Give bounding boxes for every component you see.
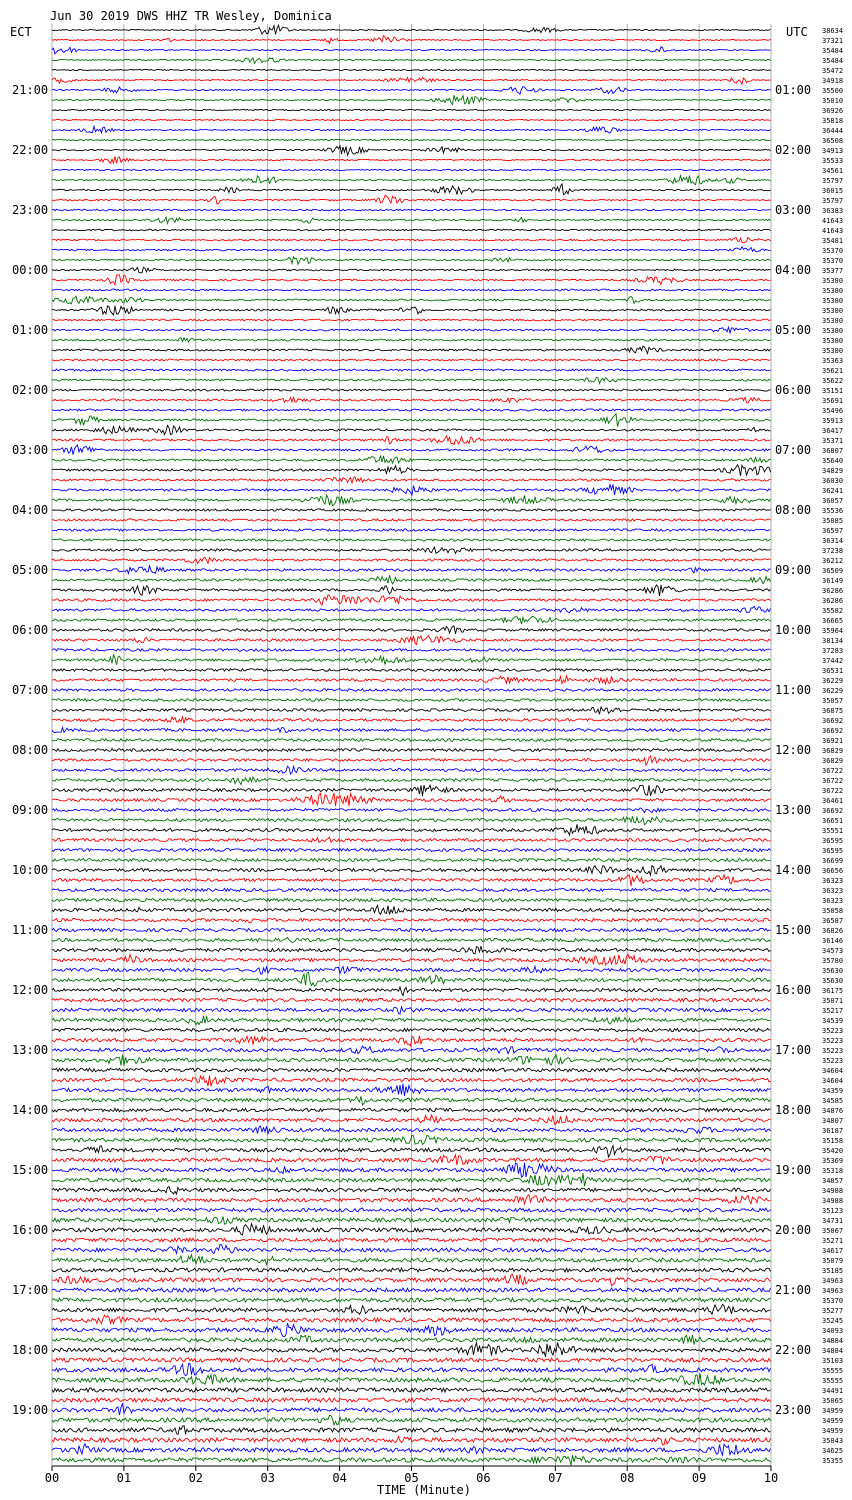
row-value-label: 38634 <box>822 27 844 35</box>
row-value-label: 35630 <box>822 977 844 985</box>
right-hour-label: 09:00 <box>775 563 812 577</box>
right-hour-label: 12:00 <box>775 743 812 757</box>
row-value-label: 36651 <box>822 817 844 825</box>
row-value-label: 36229 <box>822 687 844 695</box>
row-value-label: 34539 <box>822 1017 844 1025</box>
row-value-label: 35797 <box>822 197 844 205</box>
row-value-label: 35551 <box>822 827 844 835</box>
row-value-label: 36241 <box>822 487 844 495</box>
row-value-label: 35380 <box>822 337 844 345</box>
row-value-label: 35318 <box>822 1167 844 1175</box>
row-value-label: 35913 <box>822 417 844 425</box>
row-value-label: 35622 <box>822 377 844 385</box>
row-value-label: 34959 <box>822 1407 844 1415</box>
left-hour-label: 03:00 <box>12 443 49 457</box>
row-value-label: 34876 <box>822 1107 844 1115</box>
left-hour-label: 04:00 <box>12 503 49 517</box>
left-hour-label: 14:00 <box>12 1103 49 1117</box>
left-hour-label: 15:00 <box>12 1163 49 1177</box>
row-value-label: 35217 <box>822 1007 844 1015</box>
row-value-label: 36829 <box>822 757 844 765</box>
row-value-label: 37321 <box>822 37 844 45</box>
row-value-label: 35380 <box>822 307 844 315</box>
right-hour-label: 21:00 <box>775 1283 812 1297</box>
row-value-label: 35085 <box>822 517 844 525</box>
row-value-label: 35484 <box>822 47 844 55</box>
row-value-label: 37442 <box>822 657 844 665</box>
row-value-label: 35377 <box>822 267 844 275</box>
row-value-label: 35277 <box>822 1307 844 1315</box>
row-value-label: 36692 <box>822 717 844 725</box>
right-hour-label: 23:00 <box>775 1403 812 1417</box>
row-value-label: 36323 <box>822 887 844 895</box>
row-value-label: 35369 <box>822 1157 844 1165</box>
row-value-label: 34988 <box>822 1197 844 1205</box>
row-value-label: 35496 <box>822 407 844 415</box>
row-value-label: 35103 <box>822 1357 844 1365</box>
row-value-label: 36531 <box>822 667 844 675</box>
row-value-label: 36508 <box>822 137 844 145</box>
row-value-label: 36807 <box>822 447 844 455</box>
row-value-label: 34359 <box>822 1087 844 1095</box>
row-value-label: 35185 <box>822 1267 844 1275</box>
row-value-label: 36286 <box>822 587 844 595</box>
row-value-label: 36587 <box>822 917 844 925</box>
right-hour-label: 02:00 <box>775 143 812 157</box>
x-tick-label: 06 <box>476 1471 491 1485</box>
right-hour-label: 03:00 <box>775 203 812 217</box>
row-value-label: 36692 <box>822 727 844 735</box>
row-value-label: 34884 <box>822 1337 844 1345</box>
row-value-label: 34918 <box>822 77 844 85</box>
row-value-label: 36323 <box>822 877 844 885</box>
row-value-label: 34561 <box>822 167 844 175</box>
left-hour-label: 19:00 <box>12 1403 49 1417</box>
row-value-label: 35370 <box>822 247 844 255</box>
row-value-label: 35058 <box>822 907 844 915</box>
right-hour-label: 20:00 <box>775 1223 812 1237</box>
row-value-label: 35271 <box>822 1237 844 1245</box>
row-value-label: 34604 <box>822 1077 844 1085</box>
row-value-label: 34963 <box>822 1287 844 1295</box>
row-value-label: 36175 <box>822 987 844 995</box>
row-value-label: 34731 <box>822 1217 844 1225</box>
row-value-label: 34491 <box>822 1387 844 1395</box>
row-value-label: 34884 <box>822 1347 844 1355</box>
left-hour-label: 21:00 <box>12 83 49 97</box>
row-value-label: 34807 <box>822 1117 844 1125</box>
row-value-label: 34857 <box>822 1177 844 1185</box>
row-value-label: 35043 <box>822 1437 844 1445</box>
row-value-label: 34913 <box>822 147 844 155</box>
x-tick-label: 01 <box>116 1471 132 1485</box>
row-value-label: 34988 <box>822 1187 844 1195</box>
chart-title: Jun 30 2019 DWS HHZ TR Wesley, Dominica <box>50 9 332 23</box>
row-value-label: 35555 <box>822 1367 844 1375</box>
row-value-label: 34604 <box>822 1067 844 1075</box>
row-value-label: 35555 <box>822 1377 844 1385</box>
x-tick-label: 10 <box>763 1471 779 1485</box>
row-value-label: 37238 <box>822 547 844 555</box>
row-value-label: 36826 <box>822 927 844 935</box>
right-hour-label: 15:00 <box>775 923 812 937</box>
x-tick-label: 04 <box>332 1471 347 1485</box>
left-hour-label: 18:00 <box>12 1343 49 1357</box>
right-hour-label: 11:00 <box>775 683 812 697</box>
right-hour-label: 08:00 <box>775 503 812 517</box>
row-value-label: 38134 <box>822 637 844 645</box>
row-value-label: 35065 <box>822 1397 844 1405</box>
row-value-label: 35420 <box>822 1147 844 1155</box>
row-value-label: 35223 <box>822 1047 844 1055</box>
row-value-label: 35223 <box>822 1027 844 1035</box>
left-hour-label: 01:00 <box>12 323 49 337</box>
row-value-label: 36383 <box>822 207 844 215</box>
row-value-label: 35640 <box>822 457 844 465</box>
row-value-label: 36722 <box>822 767 844 775</box>
x-tick-label: 07 <box>548 1471 563 1485</box>
row-value-label: 35472 <box>822 67 844 75</box>
x-tick-label: 00 <box>44 1471 60 1485</box>
left-hour-label: 17:00 <box>12 1283 49 1297</box>
right-hour-label: 07:00 <box>775 443 812 457</box>
row-value-label: 36187 <box>822 1127 844 1135</box>
row-value-label: 36509 <box>822 567 844 575</box>
row-value-labels <box>822 27 843 1465</box>
row-value-label: 34573 <box>822 947 844 955</box>
row-value-label: 35370 <box>822 1297 844 1305</box>
row-value-label: 35380 <box>822 277 844 285</box>
row-value-label: 36314 <box>822 537 844 545</box>
row-value-label: 36665 <box>822 617 844 625</box>
row-value-label: 34617 <box>822 1247 844 1255</box>
row-value-label: 41643 <box>822 217 844 225</box>
row-value-label: 35780 <box>822 957 844 965</box>
left-hour-label: 16:00 <box>12 1223 49 1237</box>
left-hour-label: 06:00 <box>12 623 49 637</box>
row-value-label: 36926 <box>822 107 844 115</box>
row-value-label: 35500 <box>822 87 844 95</box>
x-axis-label: TIME (Minute) <box>377 1483 471 1497</box>
row-value-label: 35818 <box>822 117 844 125</box>
row-value-label: 34963 <box>822 1277 844 1285</box>
left-hour-label: 09:00 <box>12 803 49 817</box>
row-value-label: 36875 <box>822 707 844 715</box>
row-value-label: 34959 <box>822 1427 844 1435</box>
left-hour-label: 11:00 <box>12 923 49 937</box>
row-value-label: 36286 <box>822 597 844 605</box>
row-value-label: 35355 <box>822 1457 844 1465</box>
row-value-label: 35223 <box>822 1037 844 1045</box>
row-value-label: 35582 <box>822 607 844 615</box>
row-value-label: 36829 <box>822 747 844 755</box>
right-hour-label: 19:00 <box>775 1163 812 1177</box>
row-value-label: 36692 <box>822 807 844 815</box>
x-tick-label: 02 <box>188 1471 204 1485</box>
right-hour-label: 13:00 <box>775 803 812 817</box>
x-tick-label: 09 <box>691 1471 707 1485</box>
row-value-label: 36722 <box>822 787 844 795</box>
left-hour-label: 12:00 <box>12 983 49 997</box>
row-value-label: 35797 <box>822 177 844 185</box>
row-value-label: 35630 <box>822 967 844 975</box>
row-value-label: 36057 <box>822 497 844 505</box>
row-value-label: 37283 <box>822 647 844 655</box>
row-value-label: 35151 <box>822 387 844 395</box>
row-value-label: 35380 <box>822 287 844 295</box>
row-value-label: 34585 <box>822 1097 844 1105</box>
left-hour-label: 10:00 <box>12 863 49 877</box>
left-hour-label: 13:00 <box>12 1043 49 1057</box>
right-hour-label: 18:00 <box>775 1103 812 1117</box>
row-value-label: 36597 <box>822 527 844 535</box>
row-value-label: 35621 <box>822 367 844 375</box>
x-tick-label: 05 <box>404 1471 419 1485</box>
left-hour-label: 05:00 <box>12 563 49 577</box>
row-value-label: 35071 <box>822 997 844 1005</box>
row-value-label: 35010 <box>822 97 844 105</box>
right-hour-label: 17:00 <box>775 1043 812 1057</box>
x-tick-label: 03 <box>260 1471 275 1485</box>
row-value-label: 35371 <box>822 437 844 445</box>
row-value-label: 35223 <box>822 1057 844 1065</box>
row-value-label: 35533 <box>822 157 844 165</box>
row-value-label: 36015 <box>822 187 844 195</box>
row-value-label: 36030 <box>822 477 844 485</box>
row-value-label: 36461 <box>822 797 844 805</box>
left-hour-label: 02:00 <box>12 383 49 397</box>
row-value-label: 36444 <box>822 127 844 135</box>
right-timezone-label: UTC <box>786 25 808 39</box>
row-value-label: 36595 <box>822 847 844 855</box>
row-value-label: 36146 <box>822 937 844 945</box>
right-hour-label: 05:00 <box>775 323 812 337</box>
row-value-label: 35380 <box>822 317 844 325</box>
row-value-label: 35363 <box>822 357 844 365</box>
right-hour-label: 10:00 <box>775 623 812 637</box>
row-value-label: 35536 <box>822 507 844 515</box>
row-value-label: 34829 <box>822 467 844 475</box>
right-hour-label: 04:00 <box>775 263 812 277</box>
row-value-label: 36921 <box>822 737 844 745</box>
left-hour-label: 22:00 <box>12 143 49 157</box>
row-value-label: 35057 <box>822 697 844 705</box>
row-value-label: 36656 <box>822 867 844 875</box>
row-value-label: 35158 <box>822 1137 844 1145</box>
x-tick-label: 08 <box>619 1471 635 1485</box>
row-value-label: 36323 <box>822 897 844 905</box>
row-value-label: 34093 <box>822 1327 844 1335</box>
row-value-label: 36699 <box>822 857 844 865</box>
right-hour-label: 06:00 <box>775 383 812 397</box>
row-value-label: 35245 <box>822 1317 844 1325</box>
row-value-label: 41643 <box>822 227 844 235</box>
row-value-label: 35964 <box>822 627 844 635</box>
row-value-label: 35484 <box>822 57 844 65</box>
left-timezone-label: ECT <box>10 25 32 39</box>
row-value-label: 35067 <box>822 1227 844 1235</box>
right-hour-label: 16:00 <box>775 983 812 997</box>
row-value-label: 36595 <box>822 837 844 845</box>
right-hour-label: 01:00 <box>775 83 812 97</box>
row-value-label: 35691 <box>822 397 844 405</box>
x-axis <box>45 1466 778 1485</box>
row-value-label: 36417 <box>822 427 844 435</box>
right-hour-label: 14:00 <box>775 863 812 877</box>
right-hour-label: 22:00 <box>775 1343 812 1357</box>
row-value-label: 36212 <box>822 557 844 565</box>
row-value-label: 34625 <box>822 1447 844 1455</box>
row-value-label: 36149 <box>822 577 844 585</box>
row-value-label: 35380 <box>822 327 844 335</box>
left-hour-label: 08:00 <box>12 743 49 757</box>
row-value-label: 34959 <box>822 1417 844 1425</box>
row-value-label: 35079 <box>822 1257 844 1265</box>
row-value-label: 35123 <box>822 1207 844 1215</box>
left-hour-label: 07:00 <box>12 683 49 697</box>
row-value-label: 35380 <box>822 297 844 305</box>
row-value-label: 35481 <box>822 237 844 245</box>
left-hour-label: 00:00 <box>12 263 49 277</box>
row-value-label: 36722 <box>822 777 844 785</box>
row-value-label: 35380 <box>822 347 844 355</box>
row-value-label: 36229 <box>822 677 844 685</box>
row-value-label: 35370 <box>822 257 844 265</box>
left-hour-label: 23:00 <box>12 203 49 217</box>
